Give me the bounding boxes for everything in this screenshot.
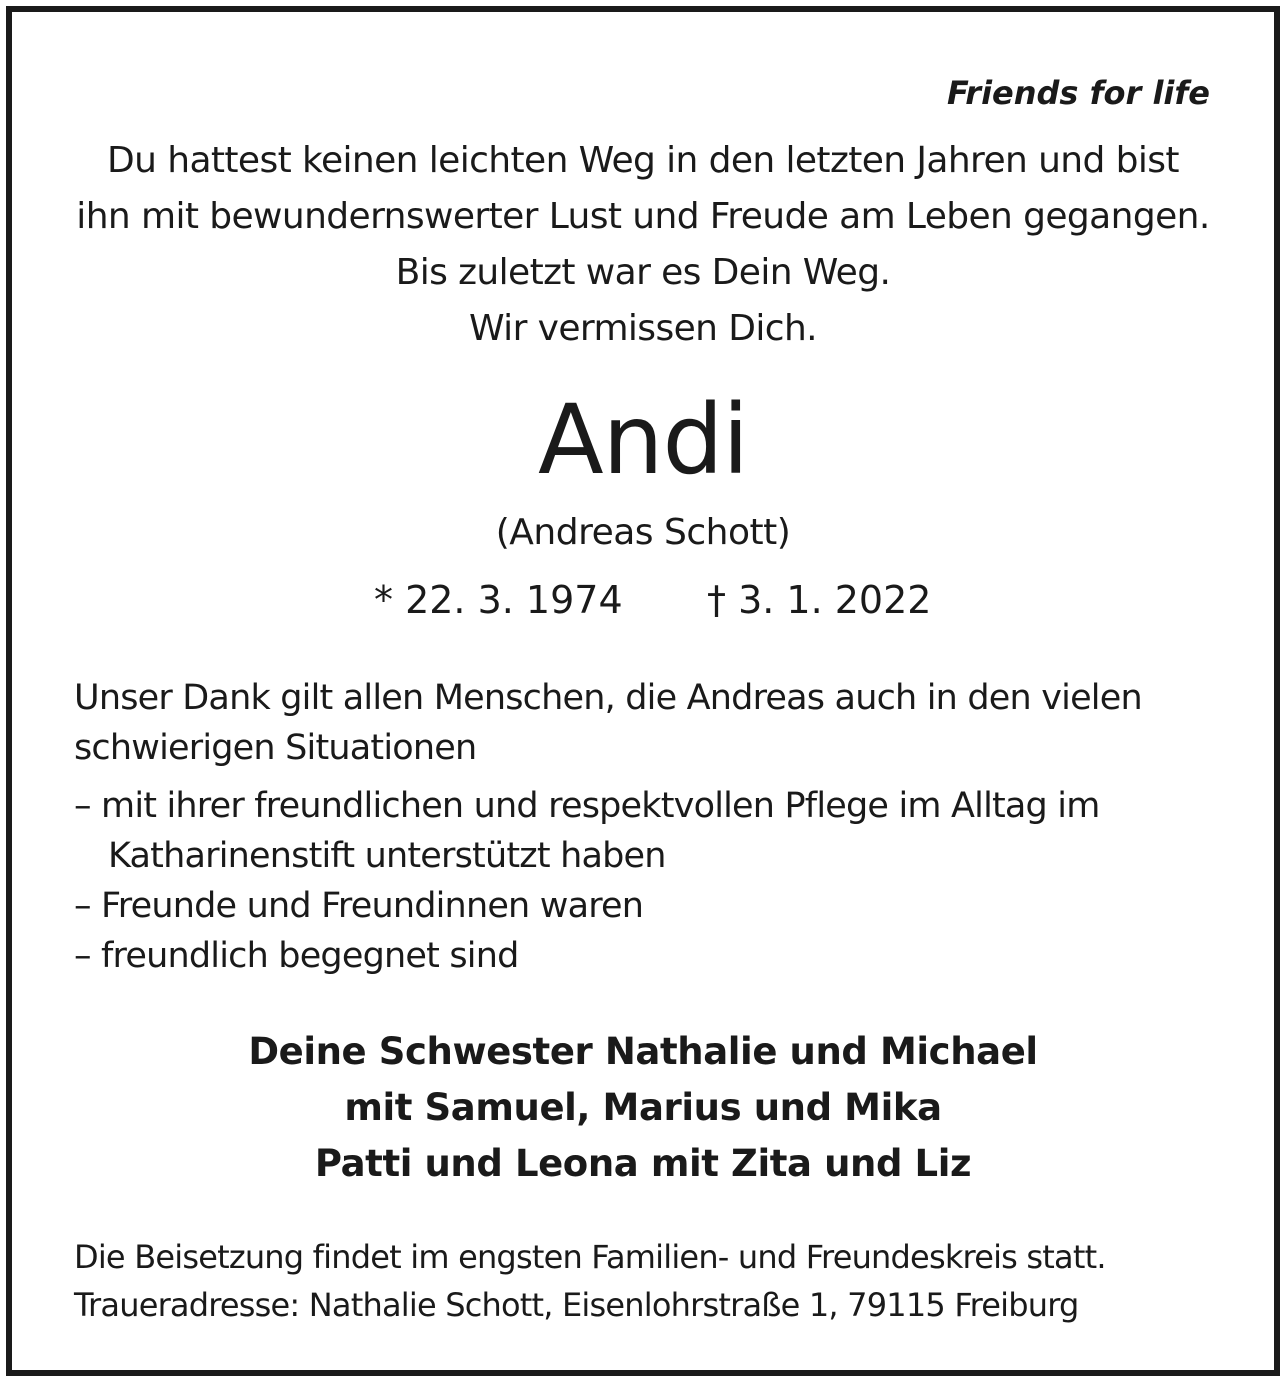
signature-line: Patti und Leona mit Zita und Liz xyxy=(314,1142,972,1185)
verse-line: Bis zuletzt war es Dein Weg. xyxy=(395,252,891,293)
birth-date: * 22. 3. 1974 xyxy=(374,578,623,622)
thanks-item: – mit ihrer freundlichen und respektvollen Pflege im Alltag im xyxy=(74,786,1100,826)
obituary-frame xyxy=(6,6,1280,1376)
motto: Friends for life xyxy=(946,74,1210,112)
signature-line: Deine Schwester Nathalie und Michael xyxy=(248,1030,1038,1073)
mourning-address: Traueradresse: Nathalie Schott, Eisenlohrstraße 1, 79115 Freiburg xyxy=(74,1286,1079,1324)
death-date: † 3. 1. 2022 xyxy=(707,578,932,622)
thanks-intro-line: schwierigen Situationen xyxy=(74,728,477,768)
deceased-name: Andi xyxy=(537,384,749,496)
thanks-item-continuation: Katharinenstift unterstützt haben xyxy=(108,836,666,876)
verse-line: Du hattest keinen leichten Weg in den letzten Jahren und bist xyxy=(107,140,1179,181)
funeral-note: Die Beisetzung findet im engsten Familien- und Freundeskreis statt. xyxy=(74,1238,1106,1276)
verse-line: ihn mit bewundernswerter Lust und Freude am Leben gegangen. xyxy=(76,196,1210,237)
deceased-full-name: (Andreas Schott) xyxy=(495,512,791,553)
signature-line: mit Samuel, Marius und Mika xyxy=(344,1086,942,1129)
verse-line: Wir vermissen Dich. xyxy=(468,308,818,349)
thanks-intro-line: Unser Dank gilt allen Menschen, die Andreas auch in den vielen xyxy=(74,678,1142,718)
thanks-item: – Freunde und Freundinnen waren xyxy=(74,886,644,926)
thanks-item: – freundlich begegnet sind xyxy=(74,936,519,976)
